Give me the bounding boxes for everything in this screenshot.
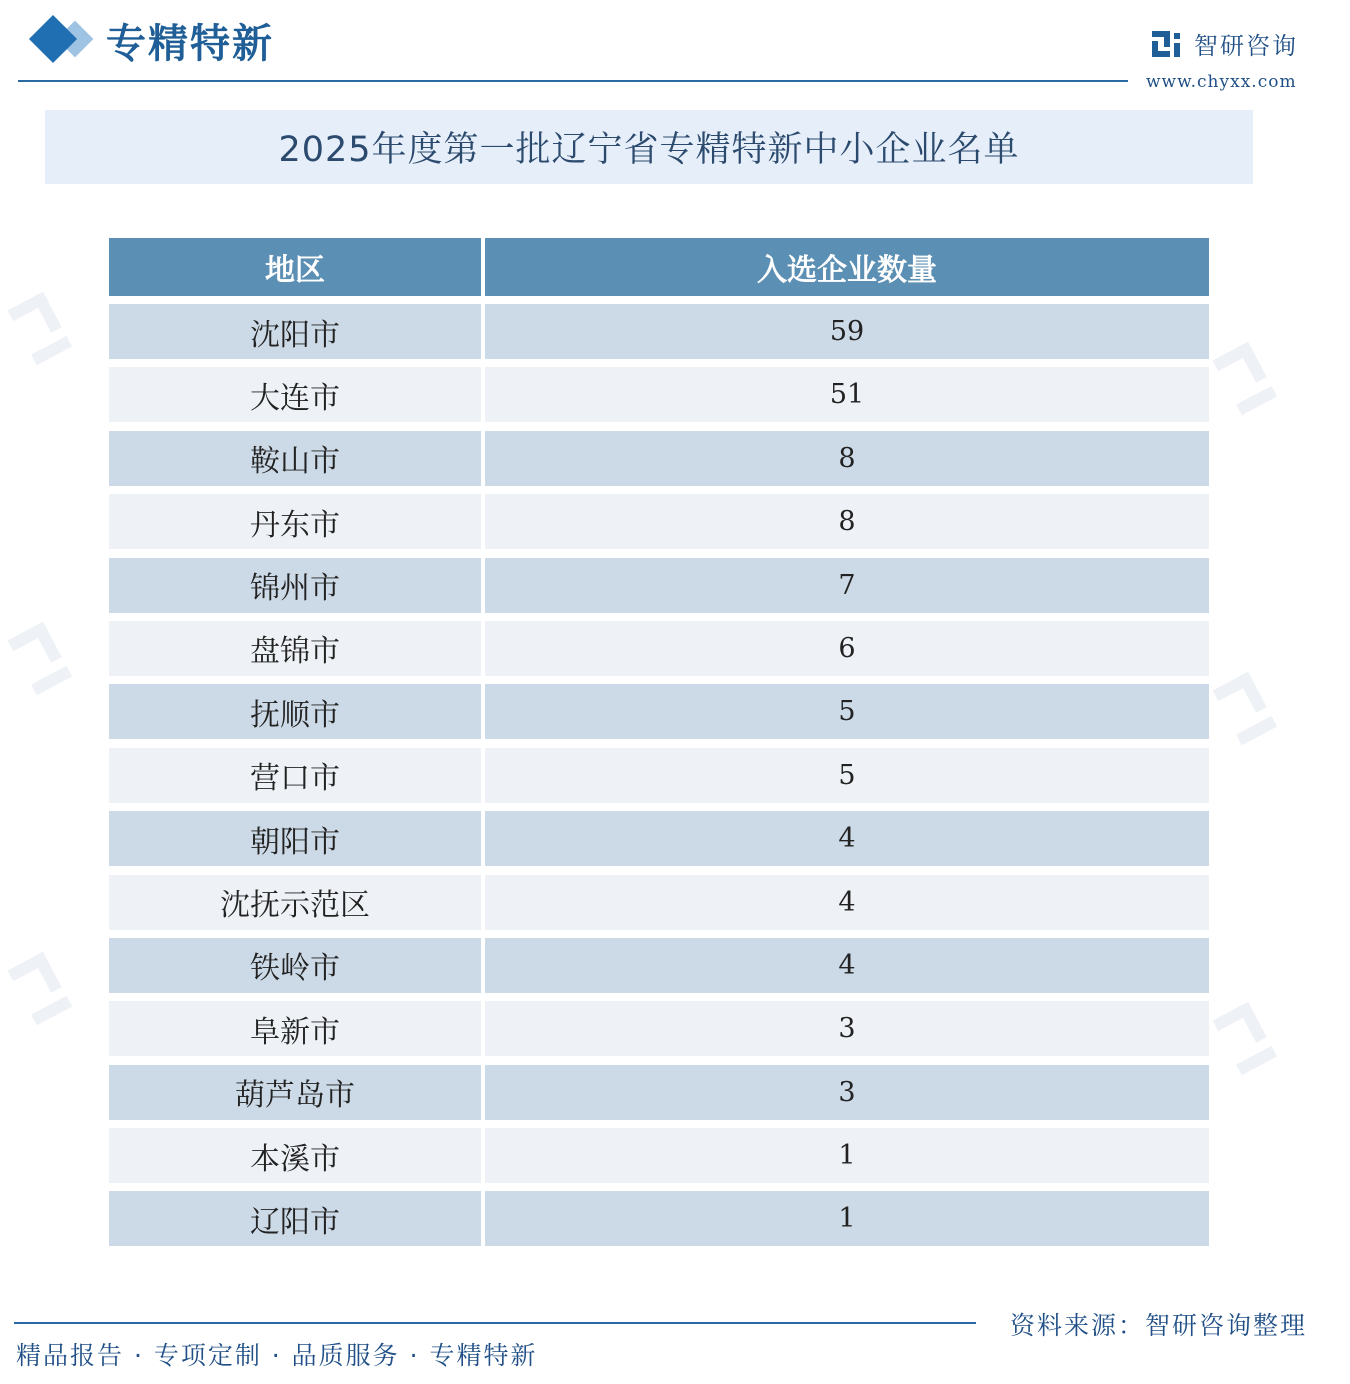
table-row <box>109 304 1209 359</box>
brand <box>1152 26 1298 61</box>
cell-region: 大连市 <box>109 367 481 422</box>
footer-divider <box>14 1322 976 1324</box>
cell-count: 3 <box>485 1065 1209 1120</box>
table-row <box>109 875 1209 930</box>
watermark-logo-icon <box>8 278 103 373</box>
cell-count: 8 <box>485 494 1209 549</box>
cell-region: 沈抚示范区 <box>109 875 481 930</box>
cell-region: 抚顺市 <box>109 684 481 739</box>
header-divider <box>18 80 1128 82</box>
brand-name: 智研咨询 <box>1194 32 1298 60</box>
cell-count: 4 <box>485 875 1209 930</box>
cell-count: 59 <box>485 304 1209 359</box>
table-row <box>109 938 1209 993</box>
section-title: 专精特新 <box>106 21 274 67</box>
cell-region: 沈阳市 <box>109 304 481 359</box>
cell-region: 丹东市 <box>109 494 481 549</box>
table-row <box>109 494 1209 549</box>
cell-region: 盘锦市 <box>109 621 481 676</box>
cell-count: 4 <box>485 938 1209 993</box>
watermark-logo-icon <box>1213 658 1308 753</box>
table-row <box>109 621 1209 676</box>
header-diamond-icon <box>29 15 77 63</box>
cell-region: 朝阳市 <box>109 811 481 866</box>
chart-title-bar <box>45 110 1253 184</box>
cell-region: 阜新市 <box>109 1001 481 1056</box>
table-row <box>109 431 1209 486</box>
table-header <box>109 238 1209 296</box>
table-row <box>109 1128 1209 1183</box>
table-row <box>109 1065 1209 1120</box>
cell-count: 1 <box>485 1191 1209 1246</box>
cell-region: 铁岭市 <box>109 938 481 993</box>
column-header-count: 入选企业数量 <box>485 238 1209 296</box>
watermark-logo-icon <box>1213 328 1308 423</box>
cell-count: 51 <box>485 367 1209 422</box>
cell-region: 锦州市 <box>109 558 481 613</box>
table-body <box>109 304 1209 1246</box>
cell-count: 6 <box>485 621 1209 676</box>
column-header-region: 地区 <box>109 238 481 296</box>
table-row <box>109 684 1209 739</box>
table-row <box>109 558 1209 613</box>
brand-url: www.chyxx.com <box>1146 72 1297 92</box>
cell-region: 营口市 <box>109 748 481 803</box>
cell-count: 4 <box>485 811 1209 866</box>
footer-slogan: 精品报告 · 专项定制 · 品质服务 · 专精特新 <box>16 1341 538 1370</box>
brand-logo-icon <box>1152 29 1182 59</box>
watermark-logo-icon <box>8 608 103 703</box>
watermark-logo-icon <box>1213 988 1308 1083</box>
cell-count: 5 <box>485 748 1209 803</box>
table-row <box>109 367 1209 422</box>
data-source: 资料来源：智研咨询整理 <box>1010 1311 1308 1340</box>
table-row <box>109 1001 1209 1056</box>
cell-count: 7 <box>485 558 1209 613</box>
cell-region: 鞍山市 <box>109 431 481 486</box>
cell-region: 葫芦岛市 <box>109 1065 481 1120</box>
cell-count: 3 <box>485 1001 1209 1056</box>
table-row <box>109 811 1209 866</box>
cell-region: 辽阳市 <box>109 1191 481 1246</box>
data-table <box>109 238 1209 1255</box>
cell-count: 8 <box>485 431 1209 486</box>
table-row <box>109 748 1209 803</box>
chart-title: 2025年度第一批辽宁省专精特新中小企业名单 <box>278 130 1020 170</box>
cell-region: 本溪市 <box>109 1128 481 1183</box>
watermark-logo-icon <box>8 938 103 1033</box>
cell-count: 5 <box>485 684 1209 739</box>
cell-count: 1 <box>485 1128 1209 1183</box>
table-row <box>109 1191 1209 1246</box>
